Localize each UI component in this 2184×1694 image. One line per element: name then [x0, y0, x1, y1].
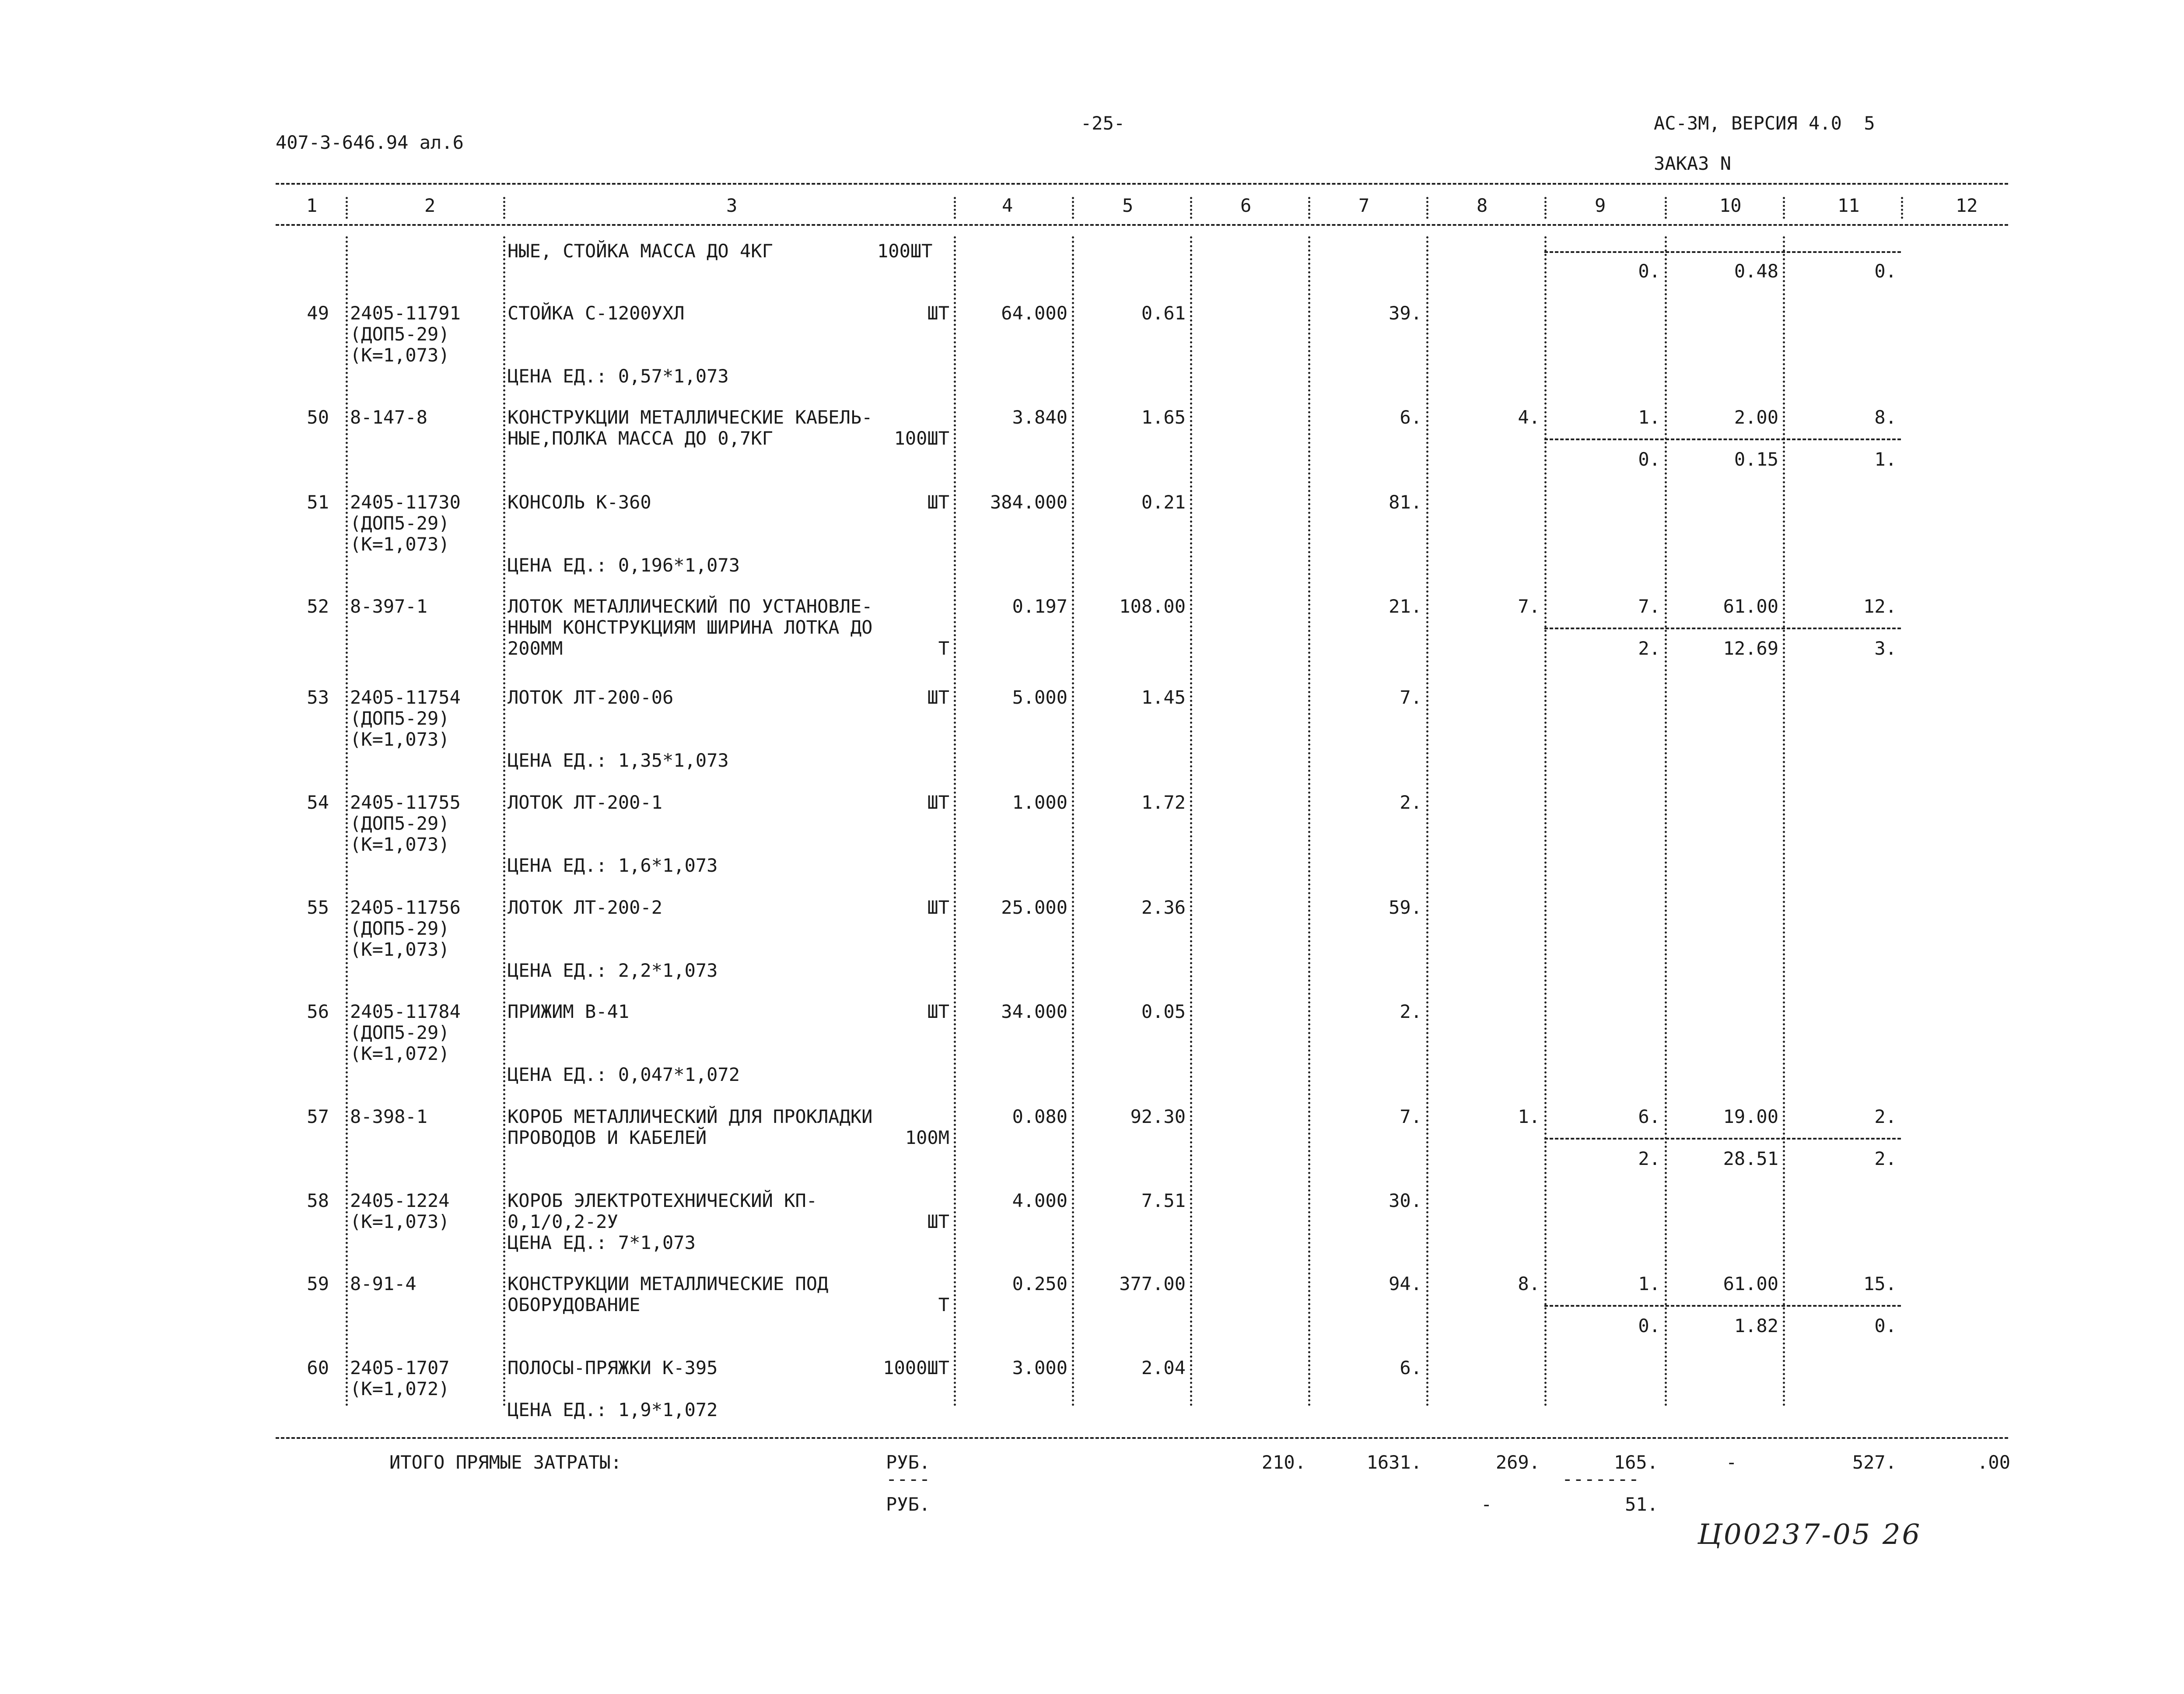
resource-code: 2405-11756	[350, 897, 461, 918]
order-number: ЗАКАЗ N	[1654, 153, 1732, 174]
quantity: 4.000	[1012, 1190, 1068, 1211]
total-col11: 527.	[1852, 1452, 1897, 1473]
quantity: 3.840	[1012, 407, 1068, 428]
resource-code: 8-91-4	[350, 1273, 416, 1294]
total-cost: 81.	[1389, 491, 1422, 513]
unit: 1000ШТ	[883, 1357, 949, 1378]
labor-hours: 19.00	[1723, 1106, 1778, 1127]
overhead-lower: 1.	[1874, 449, 1897, 470]
total-col9: 165.	[1614, 1452, 1658, 1473]
row-number: 57	[307, 1106, 329, 1127]
resource-subcode: (ДОП5-29)	[350, 323, 450, 345]
resource-subcode: (К=1,072)	[350, 1378, 450, 1399]
overhead: 2.	[1874, 1106, 1897, 1127]
column-separator	[1783, 236, 1785, 1407]
header-rule-bottom	[276, 224, 2008, 226]
split-line	[1544, 251, 1901, 253]
labor-hours: 2.00	[1734, 407, 1778, 428]
column-separator	[954, 236, 956, 1407]
header-separator	[954, 197, 956, 219]
labor-cost-lower: 2.	[1638, 1148, 1660, 1169]
work-name-line2: 0,1/0,2-2У	[508, 1211, 618, 1232]
column-header-2: 2	[424, 195, 436, 216]
labor-cost-lower: 0.	[1638, 449, 1660, 470]
resource-coefficient: (К=1,073)	[350, 939, 450, 960]
total2-col8: -	[1481, 1494, 1492, 1515]
column-header-5: 5	[1122, 195, 1134, 216]
work-name: ПОЛОСЫ-ПРЯЖКИ К-395	[508, 1357, 718, 1378]
totals-currency-2: РУБ.	[886, 1494, 931, 1515]
header-separator	[503, 197, 505, 219]
quantity: 384.000	[990, 491, 1068, 513]
total-cost: 94.	[1389, 1273, 1422, 1294]
quantity: 0.197	[1012, 596, 1068, 617]
work-name-line3: 200ММ	[508, 638, 563, 659]
labor-hours-lower: 0.15	[1734, 449, 1778, 470]
total-cost: 6.	[1400, 407, 1422, 428]
column-header-9: 9	[1595, 195, 1606, 216]
split-line	[1544, 1305, 1901, 1307]
unit: 100ШТ	[894, 428, 949, 449]
unit-cost: 0.61	[1141, 302, 1186, 324]
total-cost: 39.	[1389, 302, 1422, 324]
work-name: КОНСОЛЬ К-360	[508, 491, 651, 513]
resource-code: 8-398-1	[350, 1106, 428, 1127]
row-number: 58	[307, 1190, 329, 1211]
work-name: ЛОТОК МЕТАЛЛИЧЕСКИЙ ПО УСТАНОВЛЕ-	[508, 596, 873, 617]
labor-cost: 1.	[1638, 407, 1660, 428]
resource-subcode: (К=1,073)	[350, 1211, 450, 1232]
work-name-line2: НЫЕ,ПОЛКА МАССА ДО 0,7КГ	[508, 428, 773, 449]
resource-code: 2405-11730	[350, 491, 461, 513]
labor-cost-lower: 0.	[1638, 1315, 1660, 1336]
total-col10: -	[1726, 1452, 1737, 1473]
column-header-6: 6	[1240, 195, 1252, 216]
unit: ШТ	[927, 792, 949, 813]
labor-hours: 61.00	[1723, 596, 1778, 617]
unit-price-note: ЦЕНА ЕД.: 1,35*1,073	[508, 750, 729, 771]
unit-price-note: ЦЕНА ЕД.: 1,6*1,073	[508, 855, 718, 876]
column-header-4: 4	[1002, 195, 1013, 216]
column-header-3: 3	[726, 195, 738, 216]
resource-coefficient: (К=1,073)	[350, 533, 450, 555]
resource-subcode: (ДОП5-29)	[350, 918, 450, 939]
machine-cost: 4.	[1518, 407, 1540, 428]
column-separator	[503, 236, 505, 1407]
work-name: КОНСТРУКЦИИ МЕТАЛЛИЧЕСКИЕ ПОД	[508, 1273, 829, 1294]
unit: ШТ	[927, 897, 949, 918]
total-cost: 7.	[1400, 687, 1422, 708]
labor-hours-lower: 28.51	[1723, 1148, 1778, 1169]
quantity: 3.000	[1012, 1357, 1068, 1378]
header-separator	[1783, 197, 1785, 219]
row-number: 59	[307, 1273, 329, 1294]
column-header-7: 7	[1358, 195, 1370, 216]
unit: ШТ	[927, 687, 949, 708]
unit-cost: 1.65	[1141, 407, 1186, 428]
unit-cost: 1.45	[1141, 687, 1186, 708]
col9-lower: 0.	[1638, 260, 1660, 282]
row-number: 53	[307, 687, 329, 708]
unit-price-note: ЦЕНА ЕД.: 0,047*1,072	[508, 1064, 740, 1085]
overhead-lower: 3.	[1874, 638, 1897, 659]
unit: 100М	[905, 1127, 949, 1148]
work-name: ЛОТОК ЛТ-200-2	[508, 897, 663, 918]
labor-cost-lower: 2.	[1638, 638, 1660, 659]
col11-lower: 0.	[1874, 260, 1897, 282]
total2-col9: 51.	[1625, 1494, 1658, 1515]
unit: Т	[938, 1294, 949, 1315]
page-number: -25-	[1081, 112, 1125, 134]
unit: ШТ	[927, 302, 949, 324]
labor-hours-lower: 1.82	[1734, 1315, 1778, 1336]
work-name: КОРОБ ЭЛЕКТРОТЕХНИЧЕСКИЙ КП-	[508, 1190, 818, 1211]
header-separator	[346, 197, 348, 219]
unit-price-note: ЦЕНА ЕД.: 0,196*1,073	[508, 554, 740, 576]
resource-code: 2405-11791	[350, 302, 461, 324]
work-name-line2: ОБОРУДОВАНИЕ	[508, 1294, 640, 1315]
column-header-8: 8	[1477, 195, 1488, 216]
continuation-name: НЫЕ, СТОЙКА МАССА ДО 4КГ	[508, 240, 773, 262]
labor-hours: 61.00	[1723, 1273, 1778, 1294]
resource-subcode: (ДОП5-29)	[350, 813, 450, 834]
unit: ШТ	[927, 491, 949, 513]
total-col7: 1631.	[1366, 1452, 1422, 1473]
resource-code: 2405-11754	[350, 687, 461, 708]
resource-code: 8-397-1	[350, 596, 428, 617]
resource-coefficient: (К=1,073)	[350, 834, 450, 855]
unit-price-note: ЦЕНА ЕД.: 1,9*1,072	[508, 1399, 718, 1420]
unit-cost: 377.00	[1119, 1273, 1186, 1294]
work-name-line2: ПРОВОДОВ И КАБЕЛЕЙ	[508, 1127, 707, 1148]
labor-cost: 7.	[1638, 596, 1660, 617]
column-separator	[346, 236, 348, 1407]
overhead: 12.	[1863, 596, 1897, 617]
column-separator	[1426, 236, 1428, 1407]
row-number: 52	[307, 596, 329, 617]
total-cost: 2.	[1400, 792, 1422, 813]
header-separator	[1665, 197, 1667, 219]
resource-code: 2405-1707	[350, 1357, 450, 1378]
total-col8: 269.	[1495, 1452, 1540, 1473]
totals-rule	[276, 1437, 2008, 1439]
unit-cost: 0.05	[1141, 1001, 1186, 1022]
header-separator	[1901, 197, 1903, 219]
split-line	[1544, 1138, 1901, 1140]
unit: Т	[938, 638, 949, 659]
column-separator	[1072, 236, 1074, 1407]
unit: ШТ	[927, 1211, 949, 1232]
resource-coefficient: (К=1,072)	[350, 1043, 450, 1064]
work-name: ЛОТОК ЛТ-200-06	[508, 687, 674, 708]
column-header-10: 10	[1719, 195, 1742, 216]
total-cost: 2.	[1400, 1001, 1422, 1022]
column-separator	[1190, 236, 1192, 1407]
unit-cost: 2.36	[1141, 897, 1186, 918]
column-header-11: 11	[1838, 195, 1860, 216]
unit-cost: 0.21	[1141, 491, 1186, 513]
resource-coefficient: (К=1,073)	[350, 729, 450, 750]
work-name: КОНСТРУКЦИИ МЕТАЛЛИЧЕСКИЕ КАБЕЛЬ-	[508, 407, 873, 428]
resource-code: 2405-11784	[350, 1001, 461, 1022]
work-name: КОРОБ МЕТАЛЛИЧЕСКИЙ ДЛЯ ПРОКЛАДКИ	[508, 1106, 873, 1127]
work-name: СТОЙКА С-1200УХЛ	[508, 302, 685, 324]
quantity: 5.000	[1012, 687, 1068, 708]
unit-price-note: ЦЕНА ЕД.: 0,57*1,073	[508, 365, 729, 387]
labor-cost: 6.	[1638, 1106, 1660, 1127]
total-col9-separator: -------	[1562, 1468, 1640, 1490]
totals-currency: РУБ.	[886, 1452, 931, 1473]
resource-subcode: (ДОП5-29)	[350, 512, 450, 534]
header-separator	[1308, 197, 1310, 219]
unit-price-note: ЦЕНА ЕД.: 7*1,073	[508, 1232, 696, 1253]
unit-cost: 92.30	[1130, 1106, 1186, 1127]
work-name: ПРИЖИМ В-41	[508, 1001, 630, 1022]
totals-label: ИТОГО ПРЯМЫЕ ЗАТРАТЫ:	[389, 1452, 622, 1473]
row-number: 51	[307, 491, 329, 513]
resource-code: 2405-1224	[350, 1190, 450, 1211]
labor-cost: 1.	[1638, 1273, 1660, 1294]
col10-lower: 0.48	[1734, 260, 1778, 282]
quantity: 0.250	[1012, 1273, 1068, 1294]
resource-subcode: (ДОП5-29)	[350, 708, 450, 729]
unit-price-note: ЦЕНА ЕД.: 2,2*1,073	[508, 960, 718, 981]
total-col6: 210.	[1261, 1452, 1306, 1473]
total-cost: 30.	[1389, 1190, 1422, 1211]
total-cost: 7.	[1400, 1106, 1422, 1127]
column-header-1: 1	[306, 195, 318, 216]
overhead: 15.	[1863, 1273, 1897, 1294]
overhead: 8.	[1874, 407, 1897, 428]
totals-currency-separator: ----	[886, 1468, 931, 1490]
handwritten-archive-number: Ц00237-05 26	[1698, 1519, 1922, 1551]
column-separator	[1544, 236, 1547, 1407]
total-cost: 59.	[1389, 897, 1422, 918]
program-version: АС-3М, ВЕРСИЯ 4.0 5	[1654, 112, 1875, 134]
unit: ШТ	[927, 1001, 949, 1022]
row-number: 49	[307, 302, 329, 324]
quantity: 25.000	[1001, 897, 1068, 918]
machine-cost: 7.	[1518, 596, 1540, 617]
machine-cost: 1.	[1518, 1106, 1540, 1127]
labor-hours-lower: 12.69	[1723, 638, 1778, 659]
overhead-lower: 2.	[1874, 1148, 1897, 1169]
split-line	[1544, 628, 1901, 629]
column-separator	[1665, 236, 1667, 1407]
unit-cost: 2.04	[1141, 1357, 1186, 1378]
continuation-unit: 100ШТ	[877, 240, 933, 262]
header-separator	[1426, 197, 1428, 219]
header-rule-top	[276, 183, 2008, 185]
row-number: 54	[307, 792, 329, 813]
header-separator	[1072, 197, 1074, 219]
machine-cost: 8.	[1518, 1273, 1540, 1294]
unit-cost: 1.72	[1141, 792, 1186, 813]
work-name: ЛОТОК ЛТ-200-1	[508, 792, 663, 813]
quantity: 1.000	[1012, 792, 1068, 813]
header-separator	[1190, 197, 1192, 219]
quantity: 64.000	[1001, 302, 1068, 324]
row-number: 50	[307, 407, 329, 428]
row-number: 60	[307, 1357, 329, 1378]
row-number: 55	[307, 897, 329, 918]
unit-cost: 108.00	[1119, 596, 1186, 617]
unit-cost: 7.51	[1141, 1190, 1186, 1211]
column-header-12: 12	[1956, 195, 1978, 216]
resource-code: 8-147-8	[350, 407, 428, 428]
total-col12: .00	[1977, 1452, 2010, 1473]
resource-subcode: (ДОП5-29)	[350, 1022, 450, 1043]
resource-coefficient: (К=1,073)	[350, 344, 450, 366]
quantity: 0.080	[1012, 1106, 1068, 1127]
overhead-lower: 0.	[1874, 1315, 1897, 1336]
total-cost: 21.	[1389, 596, 1422, 617]
header-separator	[1544, 197, 1547, 219]
document-code: 407-3-646.94 ал.6	[276, 132, 464, 153]
row-number: 56	[307, 1001, 329, 1022]
column-separator	[1308, 236, 1310, 1407]
resource-code: 2405-11755	[350, 792, 461, 813]
total-cost: 6.	[1400, 1357, 1422, 1378]
split-line	[1544, 438, 1901, 440]
quantity: 34.000	[1001, 1001, 1068, 1022]
work-name-line2: ННЫМ КОНСТРУКЦИЯМ ШИРИНА ЛОТКА ДО	[508, 617, 873, 638]
